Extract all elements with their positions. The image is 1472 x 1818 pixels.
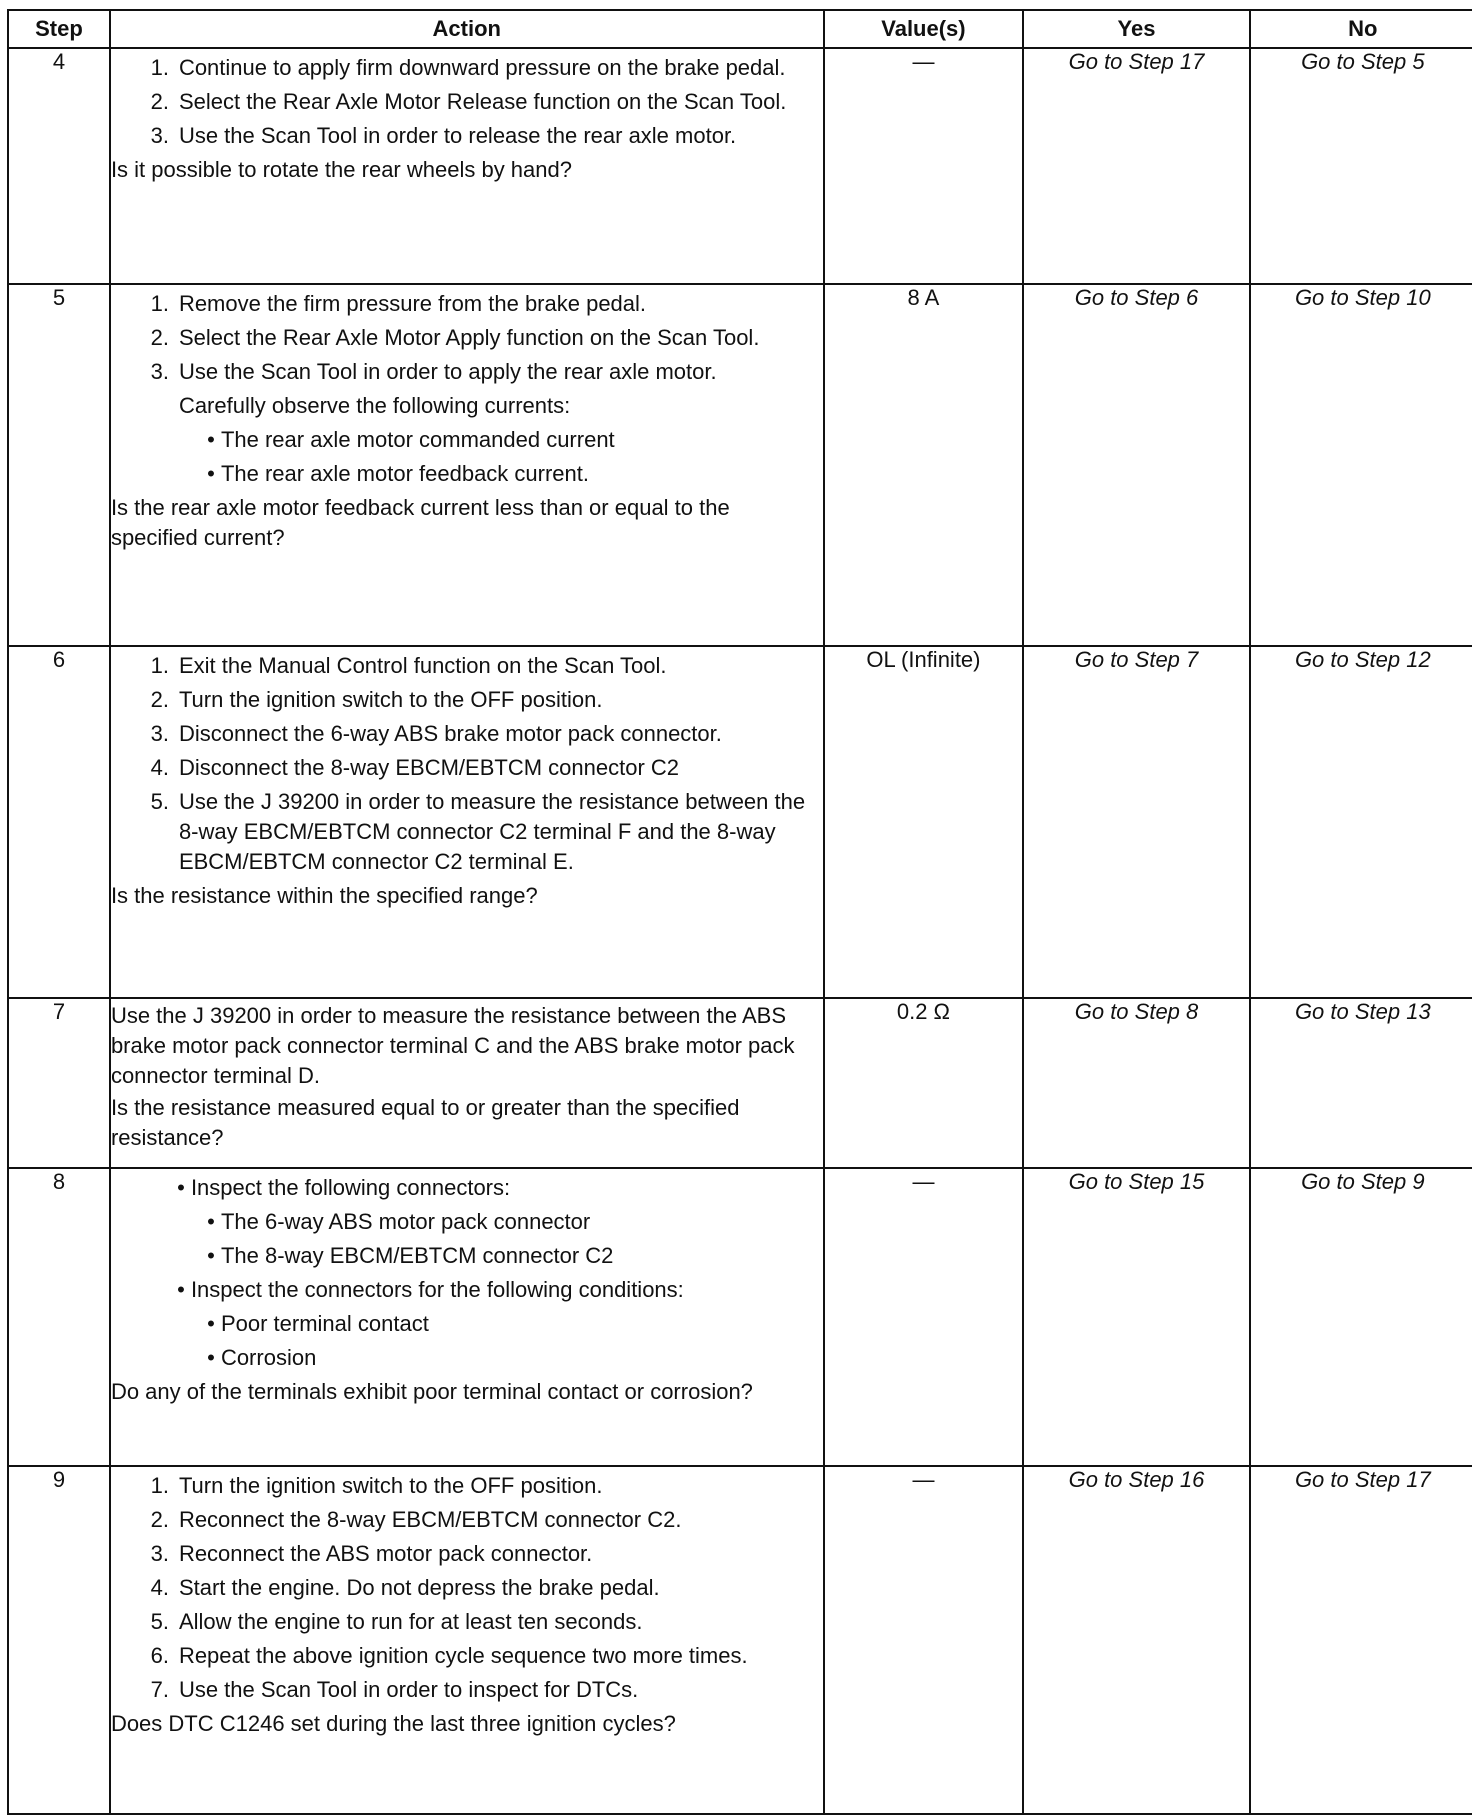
bullet-text: Inspect the following connectors: <box>190 1175 511 1200</box>
action-cell <box>110 646 824 998</box>
bullet-text: Corrosion <box>220 1345 317 1370</box>
table-row <box>8 48 1472 284</box>
action-text: Continue to apply firm downward pressure on the brake pedal. <box>178 55 786 80</box>
yes-link[interactable]: Go to Step 8 <box>1023 998 1249 1168</box>
value-cell: — <box>824 1466 1024 1814</box>
action-item: 1. Exit the Manual Control function on the Scan Tool. <box>111 651 823 681</box>
action-text: Use the J 39200 in order to measure the resistance between the ABS brake motor pack connector terminal C and the ABS brake motor pack connector terminal D. <box>110 1003 795 1088</box>
action-text: Reconnect the ABS motor pack connector. <box>178 1541 593 1566</box>
action-item: 3. Disconnect the 6-way ABS brake motor pack connector. <box>111 719 823 749</box>
action-text: Use the Scan Tool in order to inspect for DTCs. <box>178 1677 639 1702</box>
action-item: 2. Select the Rear Axle Motor Release function on the Scan Tool. <box>111 87 823 117</box>
bullet-item: • The rear axle motor feedback current. <box>201 459 823 489</box>
action-item: 1. Remove the firm pressure from the brake pedal. <box>111 289 823 319</box>
bullet-text: Poor terminal contact <box>220 1311 429 1336</box>
action-cell <box>110 1466 824 1814</box>
action-item: 1. Continue to apply firm downward pressure on the brake pedal. <box>111 53 823 83</box>
table-row <box>8 646 1472 998</box>
yes-link[interactable]: Go to Step 17 <box>1023 48 1249 284</box>
action-cell <box>110 48 824 284</box>
action-text: Turn the ignition switch to the OFF position. <box>178 687 603 712</box>
action-item: 2. Reconnect the 8-way EBCM/EBTCM connector C2. <box>111 1505 823 1535</box>
action-cell <box>110 284 824 646</box>
sub-text: Carefully observe the following currents: <box>178 393 571 418</box>
bullet-item: • Inspect the following connectors: <box>171 1173 823 1203</box>
bullet-item: • Poor terminal contact <box>201 1309 823 1339</box>
step-number: 5 <box>8 284 110 646</box>
bullet-text: Inspect the connectors for the following conditions: <box>190 1277 684 1302</box>
value-cell: 0.2 Ω <box>824 998 1024 1168</box>
question-text: Does DTC C1246 set during the last three ignition cycles? <box>110 1711 676 1736</box>
action-text: Reconnect the 8-way EBCM/EBTCM connector C2. <box>178 1507 682 1532</box>
no-link[interactable]: Go to Step 17 <box>1250 1466 1472 1814</box>
bullet-text: The rear axle motor feedback current. <box>220 461 589 486</box>
no-link[interactable]: Go to Step 12 <box>1250 646 1472 998</box>
no-link[interactable]: Go to Step 10 <box>1250 284 1472 646</box>
bullet-item: • The 6-way ABS motor pack connector <box>201 1207 823 1237</box>
action-text: Exit the Manual Control function on the Scan Tool. <box>178 653 667 678</box>
action-text: Turn the ignition switch to the OFF position. <box>178 1473 603 1498</box>
value-cell: OL (Infinite) <box>824 646 1024 998</box>
yes-link[interactable]: Go to Step 16 <box>1023 1466 1249 1814</box>
action-item: 3. Use the Scan Tool in order to apply the rear axle motor. <box>111 357 823 387</box>
yes-link[interactable]: Go to Step 6 <box>1023 284 1249 646</box>
value-cell: 8 A <box>824 284 1024 646</box>
action-text: Remove the firm pressure from the brake pedal. <box>178 291 647 316</box>
no-link[interactable]: Go to Step 5 <box>1250 48 1472 284</box>
question-text: Is the resistance within the specified range? <box>110 883 538 908</box>
action-text: Select the Rear Axle Motor Release function on the Scan Tool. <box>178 89 787 114</box>
action-item: 2. Turn the ignition switch to the OFF position. <box>111 685 823 715</box>
bullet-item: • Corrosion <box>201 1343 823 1373</box>
bullet-item: • The rear axle motor commanded current <box>201 425 823 455</box>
question-text: Do any of the terminals exhibit poor terminal contact or corrosion? <box>110 1379 753 1404</box>
value-cell: — <box>824 1168 1024 1466</box>
action-item: 3. Reconnect the ABS motor pack connector. <box>111 1539 823 1569</box>
action-text: Use the Scan Tool in order to release the rear axle motor. <box>178 123 737 148</box>
action-item: 6. Repeat the above ignition cycle sequence two more times. <box>111 1641 823 1671</box>
bullet-item: • Inspect the connectors for the following conditions: <box>171 1275 823 1305</box>
action-text: Repeat the above ignition cycle sequence two more times. <box>178 1643 748 1668</box>
action-item: 4. Disconnect the 8-way EBCM/EBTCM connector C2 <box>111 753 823 783</box>
header-values: Value(s) <box>824 10 1024 48</box>
question-text: Is the rear axle motor feedback current less than or equal to the specified current? <box>110 495 730 550</box>
no-link[interactable]: Go to Step 13 <box>1250 998 1472 1168</box>
action-text: Start the engine. Do not depress the brake pedal. <box>178 1575 660 1600</box>
table-row <box>8 1168 1472 1466</box>
action-item: 2. Select the Rear Axle Motor Apply function on the Scan Tool. <box>111 323 823 353</box>
step-number: 6 <box>8 646 110 998</box>
bullet-item: • The 8-way EBCM/EBTCM connector C2 <box>201 1241 823 1271</box>
question-text: Is it possible to rotate the rear wheels by hand? <box>110 157 572 182</box>
action-text: Use the Scan Tool in order to apply the rear axle motor. <box>178 359 717 384</box>
action-text: Disconnect the 8-way EBCM/EBTCM connector C2 <box>178 755 680 780</box>
yes-link[interactable]: Go to Step 15 <box>1023 1168 1249 1466</box>
header-no: No <box>1250 10 1472 48</box>
action-cell <box>110 998 824 1168</box>
header-step: Step <box>8 10 110 48</box>
bullet-text: The 6-way ABS motor pack connector <box>220 1209 591 1234</box>
action-text: Disconnect the 6-way ABS brake motor pack connector. <box>178 721 722 746</box>
action-item: 5. Allow the engine to run for at least ten seconds. <box>111 1607 823 1637</box>
table-row <box>8 1466 1472 1814</box>
diagnostic-table <box>7 9 1472 1815</box>
action-item: 7. Use the Scan Tool in order to inspect for DTCs. <box>111 1675 823 1705</box>
action-item: 3. Use the Scan Tool in order to release the rear axle motor. <box>111 121 823 151</box>
step-number: 8 <box>8 1168 110 1466</box>
value-cell: — <box>824 48 1024 284</box>
action-text: Use the J 39200 in order to measure the resistance between the 8-way EBCM/EBTCM connector C2 terminal F and the 8-way EBCM/EBTCM connector C2 terminal E. <box>178 789 806 874</box>
step-number: 9 <box>8 1466 110 1814</box>
step-number: 7 <box>8 998 110 1168</box>
action-item: 5. Use the J 39200 in order to measure the resistance between the 8-way EBCM/EBTCM connector C2 terminal F and the 8-way EBCM/EBTCM connector C2 terminal E. <box>111 787 823 877</box>
action-text: Allow the engine to run for at least ten seconds. <box>178 1609 643 1634</box>
table-row <box>8 284 1472 646</box>
bullet-text: The rear axle motor commanded current <box>220 427 615 452</box>
yes-link[interactable]: Go to Step 7 <box>1023 646 1249 998</box>
action-item: 1. Turn the ignition switch to the OFF position. <box>111 1471 823 1501</box>
header-yes: Yes <box>1023 10 1249 48</box>
header-action: Action <box>110 10 824 48</box>
bullet-text: The 8-way EBCM/EBTCM connector C2 <box>220 1243 614 1268</box>
no-link[interactable]: Go to Step 9 <box>1250 1168 1472 1466</box>
question-text: Is the resistance measured equal to or greater than the specified resistance? <box>110 1095 740 1150</box>
action-text: Select the Rear Axle Motor Apply function on the Scan Tool. <box>178 325 760 350</box>
step-number: 4 <box>8 48 110 284</box>
header-row <box>8 10 1472 48</box>
action-cell <box>110 1168 824 1466</box>
action-item: 4. Start the engine. Do not depress the brake pedal. <box>111 1573 823 1603</box>
table-row <box>8 998 1472 1168</box>
